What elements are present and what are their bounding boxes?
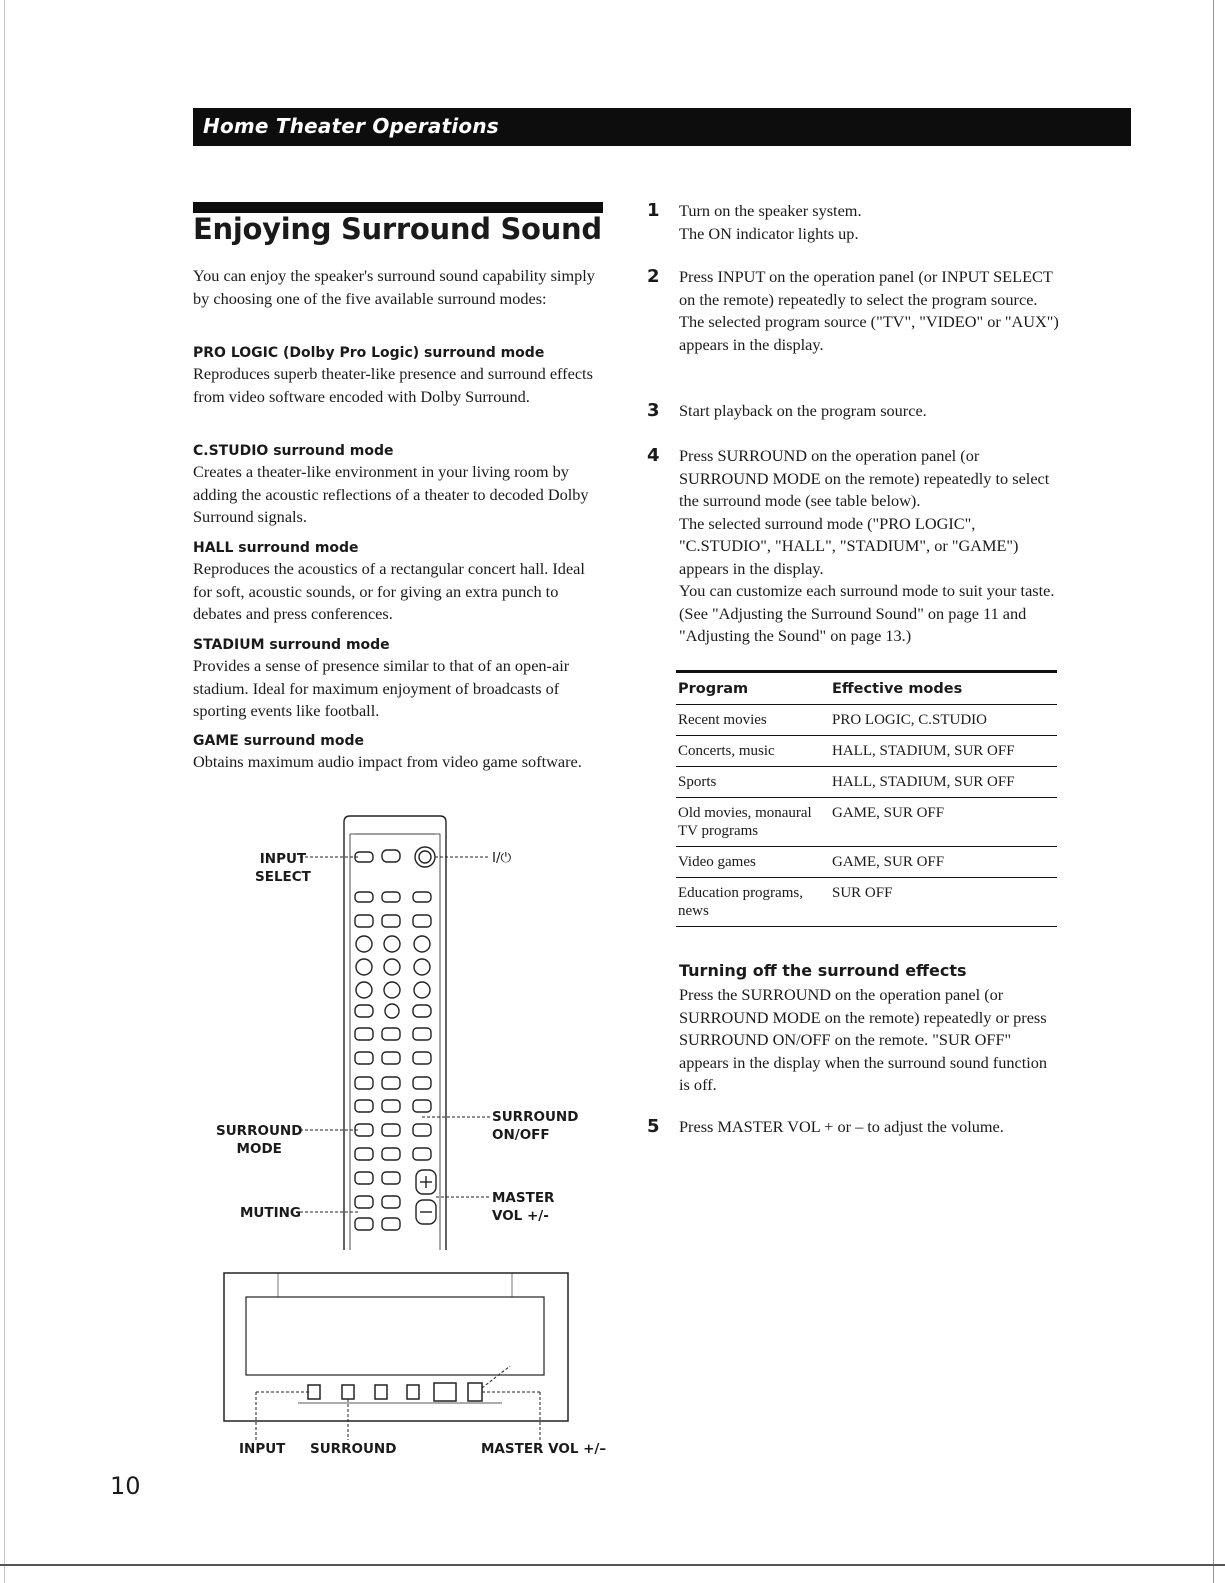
page-title: Enjoying Surround Sound	[193, 212, 602, 246]
page-edge-right	[1213, 0, 1214, 1583]
table-row	[676, 878, 1057, 927]
operation-panel-illustration	[220, 1270, 580, 1445]
table-cell: HALL, STADIUM, SUR OFF	[830, 767, 1057, 798]
table-row	[676, 705, 1057, 736]
turnoff-paragraph	[679, 984, 1059, 1097]
panel-label-input: INPUT	[239, 1441, 286, 1457]
label-line: VOL +/-	[492, 1208, 549, 1224]
label-master-vol	[492, 1189, 554, 1225]
mode-heading: STADIUM surround mode	[193, 637, 390, 653]
column-header: Program	[676, 672, 830, 705]
remote-illustration	[300, 812, 500, 1252]
table-cell: GAME, SUR OFF	[830, 798, 1057, 847]
section-header-bar	[193, 108, 1131, 146]
table-cell: HALL, STADIUM, SUR OFF	[830, 736, 1057, 767]
mode-stadium	[193, 635, 603, 723]
step-text: You can customize each surround mode to suit your taste. (See "Adjusting the Surround Sound" on page 11 and "Adjusting the Sound" on page 13.)	[679, 581, 1055, 645]
table-row	[676, 767, 1057, 798]
section-title: Home Theater Operations	[203, 114, 499, 138]
label-muting: MUTING	[240, 1205, 302, 1221]
table-cell: Old movies, monaural TV programs	[676, 798, 830, 847]
mode-description: Creates a theater-like environment in your living room by adding the acoustic reflections of a theater to decoded Dolby Surround signals.	[193, 462, 589, 526]
mode-description: Reproduces superb theater-like presence and surround effects from video software encoded with Dolby Surround.	[193, 364, 593, 406]
mode-c-studio	[193, 441, 603, 529]
label-line: MASTER	[492, 1190, 555, 1206]
step-text: Press INPUT on the operation panel (or INPUT SELECT on the remote) repeatedly to select the program source.	[679, 267, 1053, 309]
panel-label-master-vol: MASTER VOL +/–	[481, 1441, 607, 1457]
mode-game	[193, 731, 603, 774]
step-text: Turn on the speaker system.	[679, 201, 862, 220]
step-number-4: 4	[647, 445, 660, 466]
label-line: MODE	[236, 1141, 282, 1157]
label-surround-mode	[216, 1122, 302, 1158]
table-cell: PRO LOGIC, C.STUDIO	[830, 705, 1057, 736]
effective-modes-table	[676, 670, 1057, 927]
step-text: Start playback on the program source.	[679, 401, 927, 420]
label-line: INPUT	[259, 851, 307, 867]
mode-pro-logic	[193, 343, 603, 408]
table-cell: Sports	[676, 767, 830, 798]
table-row	[676, 798, 1057, 847]
mode-heading: C.STUDIO surround mode	[193, 443, 394, 459]
page-edge-left	[4, 0, 5, 1583]
label-line: SELECT	[255, 869, 311, 885]
bottom-rule	[0, 1564, 1225, 1566]
step-number-2: 2	[647, 266, 660, 287]
table-cell: Recent movies	[676, 705, 830, 736]
label-surround-onoff	[492, 1108, 578, 1144]
mode-heading: PRO LOGIC (Dolby Pro Logic) surround mode	[193, 345, 545, 361]
step-text: The selected surround mode ("PRO LOGIC", "C.STUDIO", "HALL", "STADIUM", or "GAME") appears in the display.	[679, 513, 1019, 578]
intro-paragraph	[193, 265, 603, 310]
step-number-1: 1	[647, 200, 660, 221]
mode-heading: HALL surround mode	[193, 540, 359, 556]
step-text: Press MASTER VOL + or – to adjust the volume.	[679, 1117, 1004, 1136]
step-text: The ON indicator lights up.	[679, 223, 859, 243]
mode-description: Obtains maximum audio impact from video game software.	[193, 752, 582, 771]
turnoff-heading: Turning off the surround effects	[679, 961, 967, 980]
column-header: Effective modes	[830, 672, 1057, 705]
panel-label-surround: SURROUND	[310, 1441, 397, 1457]
table-row	[676, 847, 1057, 878]
mode-description: Provides a sense of presence similar to that of an open-air stadium. Ideal for maximum enjoyment of broadcasts of sporting events like football.	[193, 656, 570, 720]
table-cell: SUR OFF	[830, 878, 1057, 927]
label-input-select	[255, 850, 311, 886]
step-text: The selected program source ("TV", "VIDEO" or "AUX") appears in the display.	[679, 312, 1059, 354]
mode-description: Reproduces the acoustics of a rectangular concert hall. Ideal for soft, acoustic sounds, or for giving an extra punch to debates and press conferences.	[193, 559, 585, 623]
intro-text: You can enjoy the speaker's surround sound capability simply by choosing one of the five available surround modes:	[193, 266, 595, 308]
step-number-3: 3	[647, 400, 660, 421]
mode-hall	[193, 538, 603, 626]
table-cell: Concerts, music	[676, 736, 830, 767]
step-5	[679, 1116, 1059, 1139]
label-line: SURROUND	[492, 1109, 579, 1125]
table-cell: Education programs, news	[676, 878, 830, 927]
label-line: SURROUND	[216, 1123, 303, 1139]
label-power: I/⏻	[492, 850, 512, 866]
page-number: 10	[110, 1472, 141, 1500]
step-2	[679, 266, 1059, 356]
step-4	[679, 445, 1059, 648]
step-number-5: 5	[647, 1116, 660, 1137]
step-text: Press SURROUND on the operation panel (or SURROUND MODE on the remote) repeatedly to select the surround mode (see table below).	[679, 446, 1050, 510]
step-3	[679, 400, 1059, 423]
step-1	[679, 200, 1059, 245]
table-row	[676, 736, 1057, 767]
table-cell: Video games	[676, 847, 830, 878]
table-cell: GAME, SUR OFF	[830, 847, 1057, 878]
turnoff-text: Press the SURROUND on the operation panel (or SURROUND MODE on the remote) repeatedly or press SURROUND ON/OFF on the remote. "SUR OFF" appears in the display when the surround sound function is off.	[679, 985, 1048, 1094]
mode-heading: GAME surround mode	[193, 733, 364, 749]
label-line: ON/OFF	[492, 1127, 550, 1143]
table-header-row	[676, 672, 1057, 705]
